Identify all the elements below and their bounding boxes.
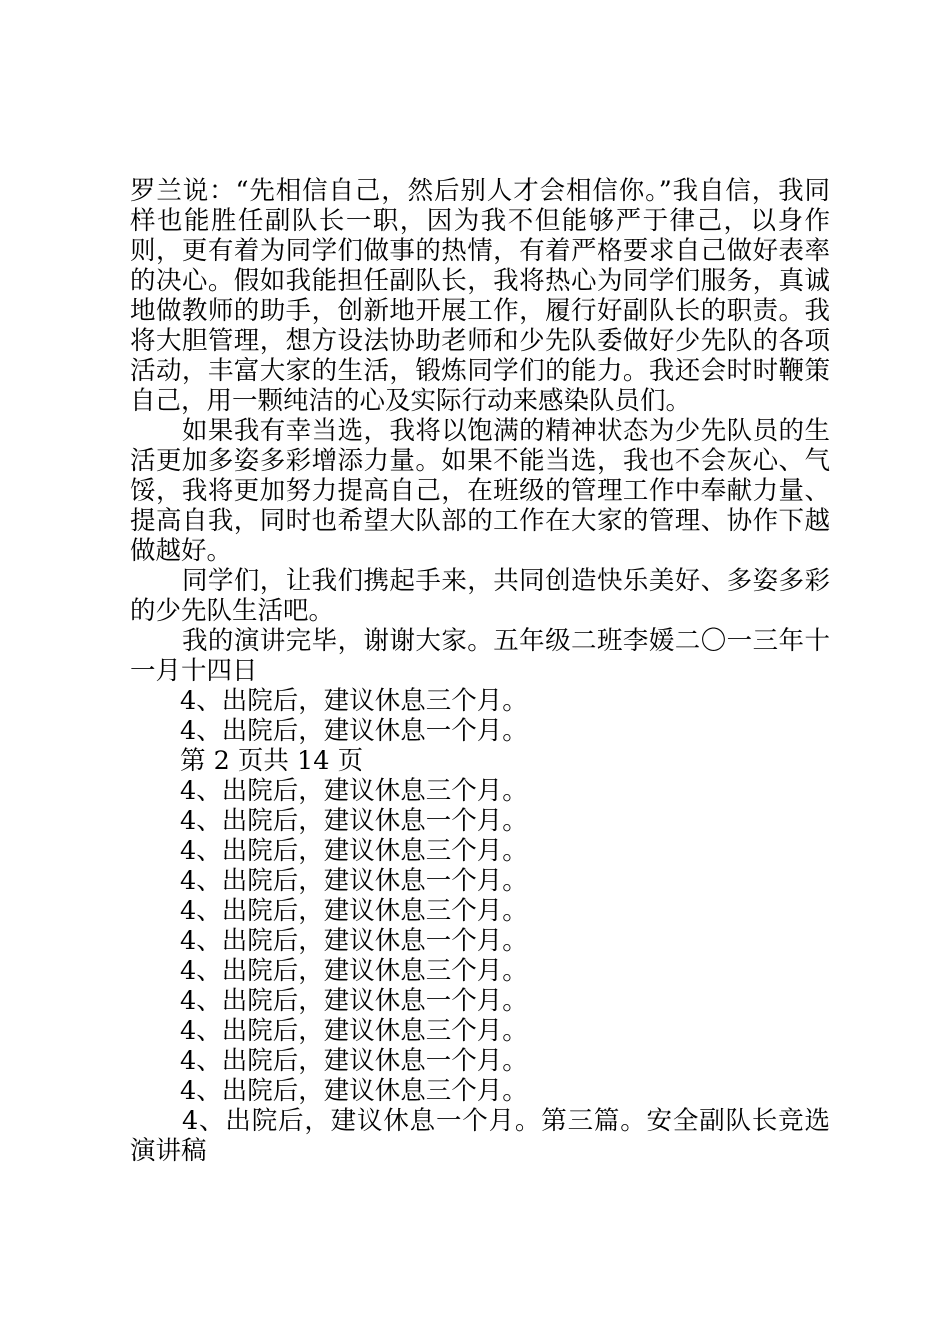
document-body [130, 176, 830, 1166]
list-item: 4、出院后，建议休息三个月。 [180, 776, 528, 806]
page-number: 第 2 页共 14 页 [180, 746, 364, 776]
list-item: 4、出院后，建议休息一个月。 [180, 716, 528, 746]
paragraph-call-to-action: 同学们，让我们携起手来，共同创造快乐美好、多姿多彩的少先队生活吧。 [130, 566, 830, 626]
paragraph-if-elected: 如果我有幸当选，我将以饱满的精神状态为少先队员的生活更加多姿多彩增添力量。如果不能当选，我也不会灰心、气馁，我将更加努力提高自己，在班级的管理工作中奉献力量、提高自我，同时也希望大队部的工作在大家的管理、协作下越做越好。 [130, 416, 830, 566]
list-item: 4、出院后，建议休息一个月。 [180, 866, 528, 896]
list-item: 4、出院后，建议休息一个月。 [180, 806, 528, 836]
list-item: 4、出院后，建议休息三个月。 [180, 1076, 528, 1106]
list-item: 4、出院后，建议休息三个月。 [180, 836, 528, 866]
list-item: 4、出院后，建议休息三个月。 [180, 896, 528, 926]
paragraph-next-section: 4、出院后，建议休息一个月。第三篇。安全副队长竞选演讲稿 [130, 1106, 830, 1166]
list-item: 4、出院后，建议休息一个月。 [180, 1046, 528, 1076]
list-item: 4、出院后，建议休息三个月。 [180, 956, 528, 986]
paragraph-confidence: 罗兰说：“先相信自己，然后别人才会相信你。”我自信，我同样也能胜任副队长一职，因为我不但能够严于律己，以身作则，更有着为同学们做事的热情，有着严格要求自己做好表率的决心。假如我能担任副队长，我将热心为同学们服务，真诚地做教师的助手，创新地开展工作，履行好副队长的职责。我将大胆管理，想方设法协助老师和少先队委做好少先队的各项活动，丰富大家的生活，锻炼同学们的能力。我还会时时鞭策自己，用一颗纯洁的心及实际行动来感染队员们。 [130, 176, 830, 416]
list-item: 4、出院后，建议休息一个月。 [180, 926, 528, 956]
list-item: 4、出院后，建议休息三个月。 [180, 686, 528, 716]
paragraph-closing-signature: 我的演讲完毕，谢谢大家。五年级二班李媛二〇一三年十一月十四日 [130, 626, 830, 686]
list-item: 4、出院后，建议休息三个月。 [180, 1016, 528, 1046]
list-item: 4、出院后，建议休息一个月。 [180, 986, 528, 1016]
